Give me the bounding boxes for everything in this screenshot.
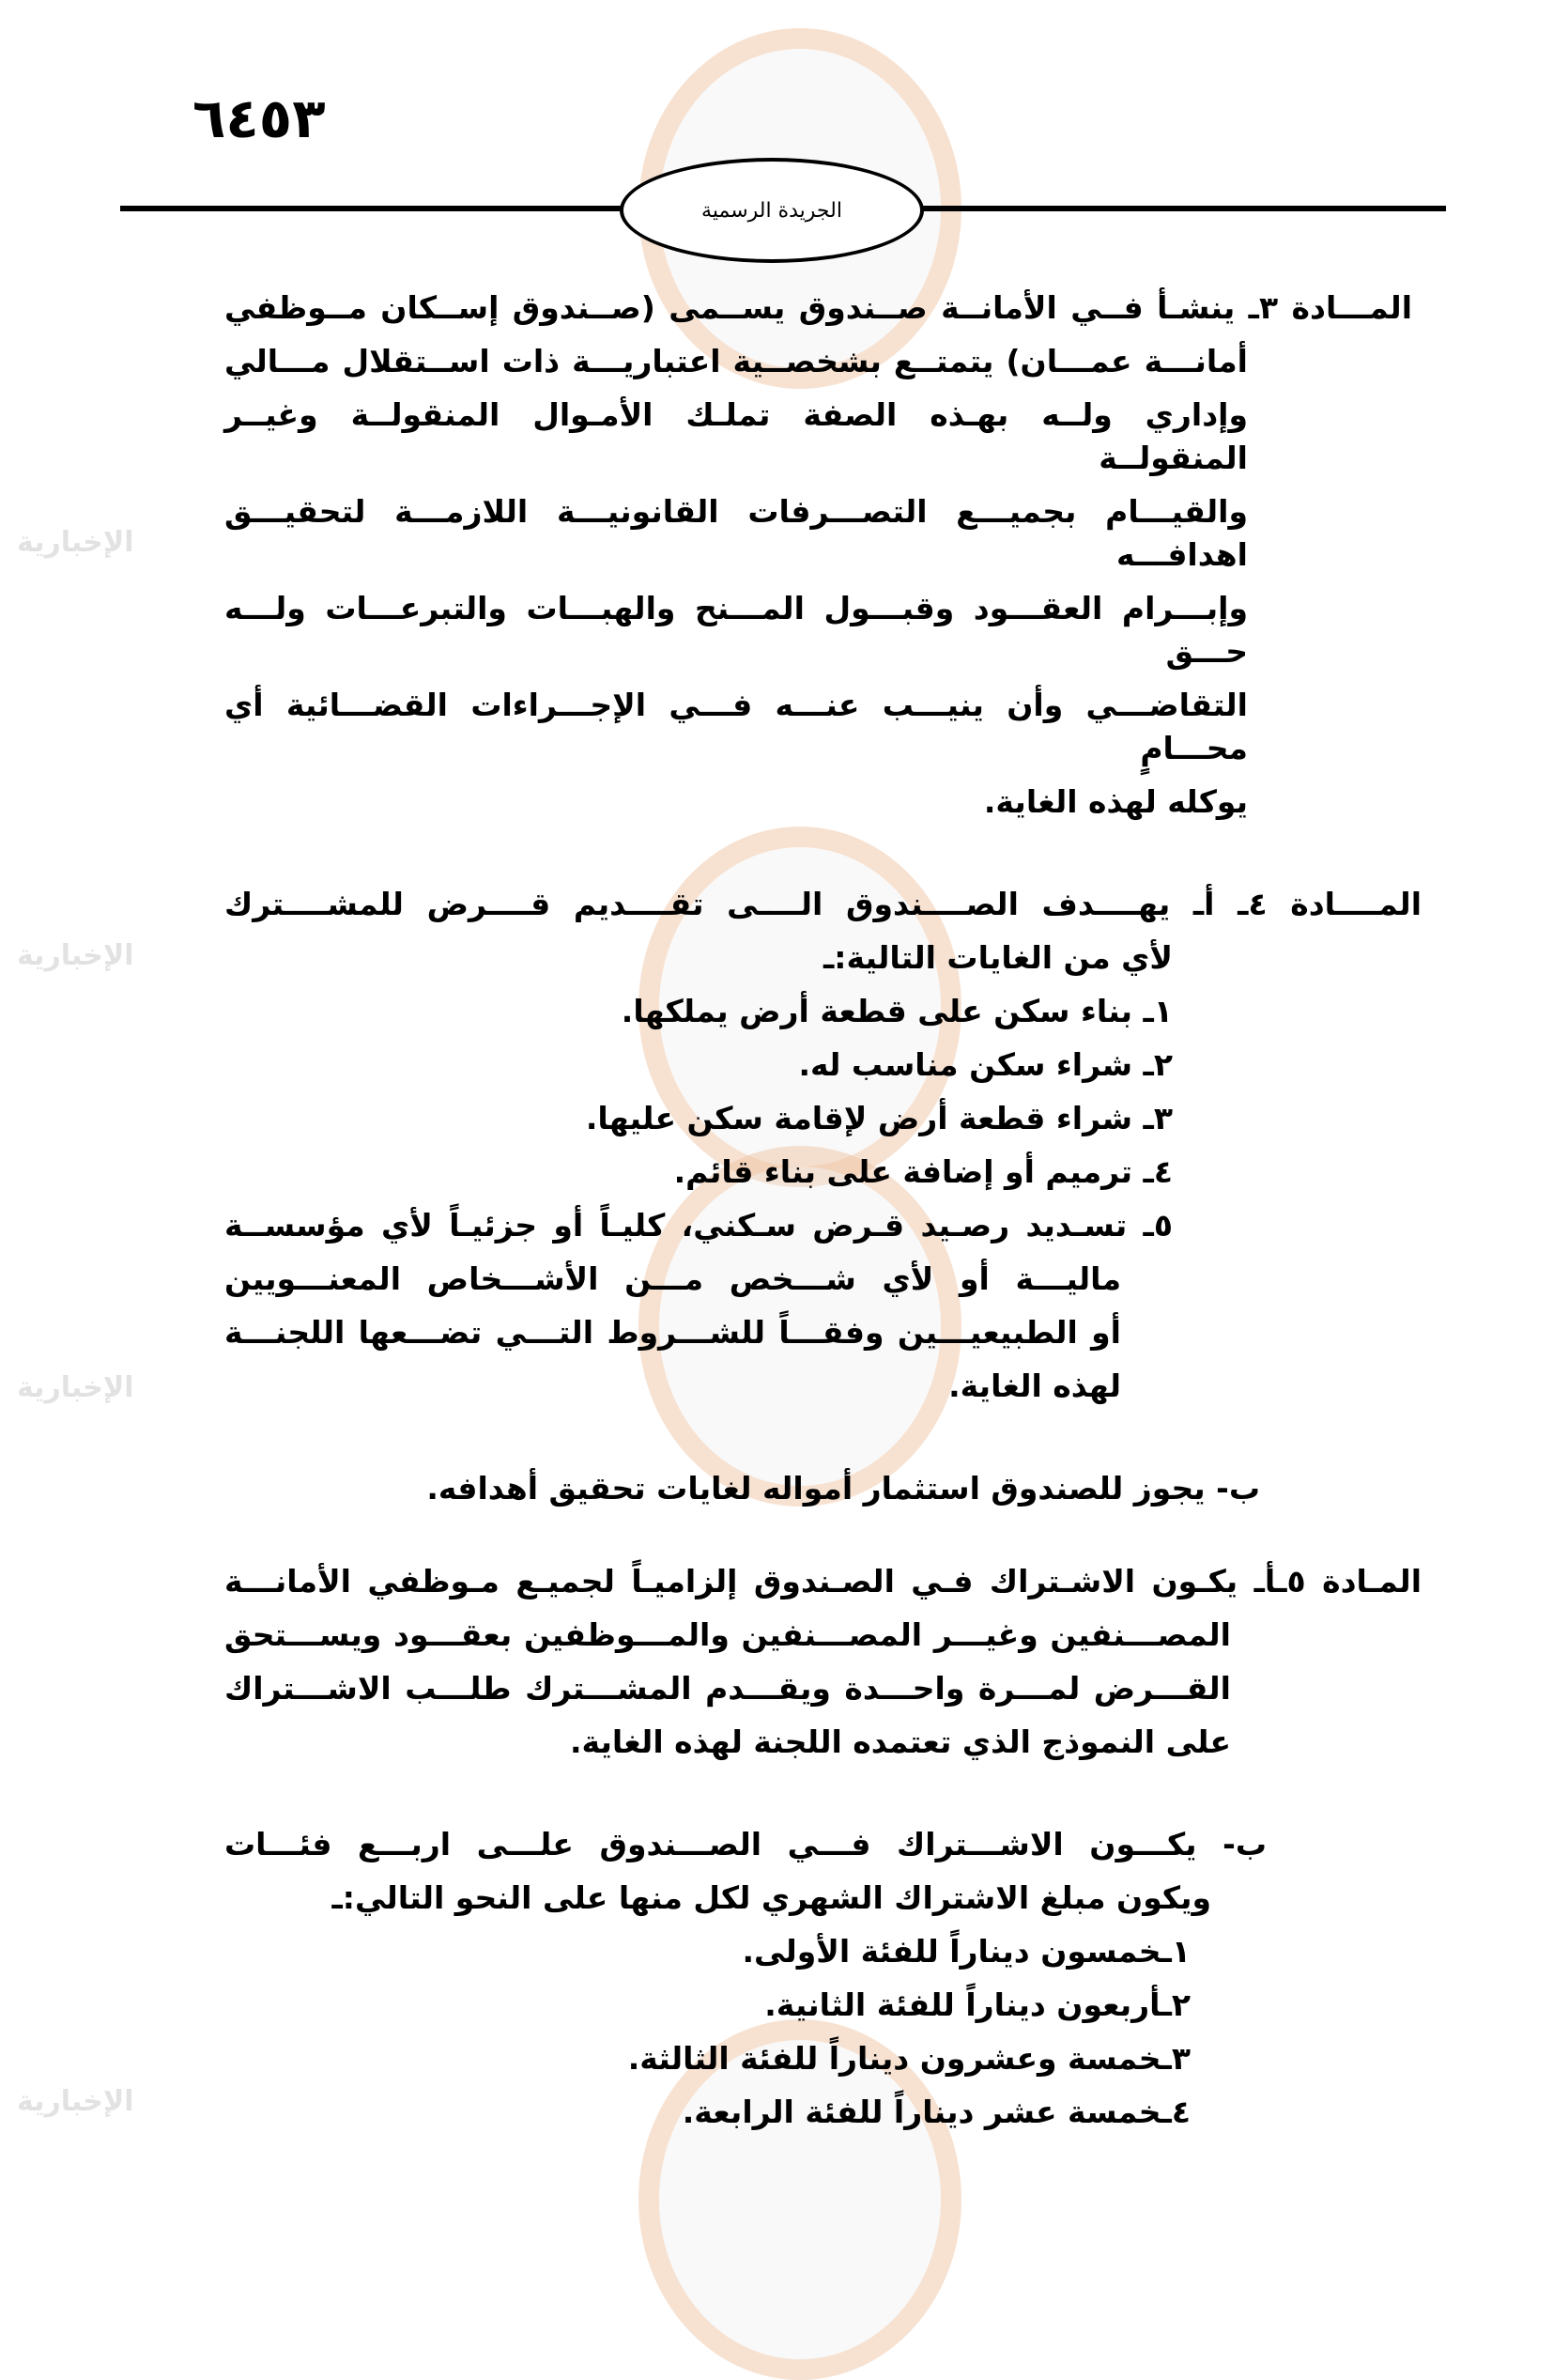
article3-line: يوكله لهذه الغاية.: [983, 783, 1248, 820]
article4-item: ٤ـ ترميم أو إضافة على بناء قائم.: [673, 1153, 1173, 1190]
watermark-subtitle: الإخبارية: [17, 526, 134, 559]
article5-line: القـــرض لمـــرة واحـــدة ويقـــدم المشـــترك طلـــب الاشـــتراك: [224, 1670, 1231, 1707]
article5-category: ٢ـأربعون ديناراً للفئة الثانية.: [764, 1986, 1191, 2023]
watermark-subtitle: الإخبارية: [17, 939, 134, 972]
article4-item: ١ـ بناء سكن على قطعة أرض يملكها.: [621, 993, 1173, 1029]
article3-line: وإداري ولــه بهـذه الصفة تملـك الأمـوال المنقولــة وغيــر المنقولــة: [224, 396, 1248, 476]
article5-line: على النموذج الذي تعتمده اللجنة لهذه الغاية.: [569, 1723, 1231, 1760]
article4-clause-b: ب- يجوز للصندوق استثمار أمواله لغايات تحقيق أهدافه.: [426, 1470, 1260, 1507]
article4-item-continuation: لهذه الغاية.: [948, 1368, 1121, 1404]
article5-line: المـادة ٥ـأـ يكـون الاشـتراك فـي الصـندوق إلزاميـاً لجميـع مـوظفي الأمانـــة: [224, 1563, 1422, 1600]
article4-item-continuation: ماليـــة أو لأي شـــخص مـــن الأشـــخاص المعنـــويين: [224, 1260, 1121, 1297]
gazette-title: الجريدة الرسمية: [701, 198, 842, 223]
article4-item: ٣ـ شراء قطعة أرض لإقامة سكن عليها.: [585, 1100, 1173, 1136]
article5-clause-b: ب- يكـــون الاشـــتراك فـــي الصـــندوق علـــى اربـــع فئـــات: [224, 1826, 1267, 1862]
article4-item: ٥ـ تسـديد رصـيد قـرض سـكني، كليـاً أو جزئيـاً لأي مؤسســة: [224, 1207, 1173, 1244]
article3-line: والقيـــام بجميـــع التصـــرفات القانونيـــة اللازمـــة لتحقيـــق اهدافـــه: [224, 493, 1248, 573]
article4-line: المــــادة ٤ـ أـ يهــــدف الصــــندوق الــــى تقــــديم قــــرض للمشــــترك: [224, 886, 1422, 922]
page-number: ٦٤٥٣: [192, 86, 326, 150]
document-body: [0, 286, 1553, 2144]
article5-clause-b: ويكون مبلغ الاشتراك الشهري لكل منها على النحو التالي:ـ: [331, 1879, 1211, 1916]
article3-line: المـــادة ٣ـ ينشـأ فــي الأمانــة صــندوق يســمى (صــندوق إســكان مــوظفي: [224, 289, 1413, 326]
article3-line: أمانـــة عمـــان) يتمتــع بشخصــية اعتباريـــة ذات اســتقلال مـــالي: [224, 343, 1248, 379]
watermark-subtitle: الإخبارية: [17, 1371, 134, 1404]
article3-line: وإبـــرام العقـــود وقبـــول المـــنح والهبـــات والتبرعـــات ولـــه حـــق: [224, 590, 1248, 670]
article3-line: التقاضـــي وأن ينيـــب عنـــه فـــي الإجـــراءات القضـــائية أي محـــامٍ: [224, 687, 1248, 766]
article4-item-continuation: أو الطبيعيـــين وفقـــاً للشـــروط التـــي تضـــعها اللجنـــة: [224, 1314, 1121, 1351]
article5-category: ٣ـخمسة وعشرون ديناراً للفئة الثالثة.: [627, 2040, 1191, 2077]
article5-category: ٤ـخمسة عشر ديناراً للفئة الرابعة.: [682, 2094, 1191, 2130]
gazette-title-oval: [620, 158, 924, 263]
watermark-subtitle: الإخبارية: [17, 2085, 134, 2118]
article4-item: ٢ـ شراء سكن مناسب له.: [798, 1046, 1173, 1083]
article5-line: المصـــنفين وغيـــر المصـــنفين والمـــوظفين بعقـــود ويســـتحق: [224, 1616, 1231, 1653]
article4-line: لأي من الغايات التالية:ـ: [823, 939, 1173, 976]
article5-category: ١ـخمسون ديناراً للفئة الأولى.: [742, 1933, 1191, 1970]
